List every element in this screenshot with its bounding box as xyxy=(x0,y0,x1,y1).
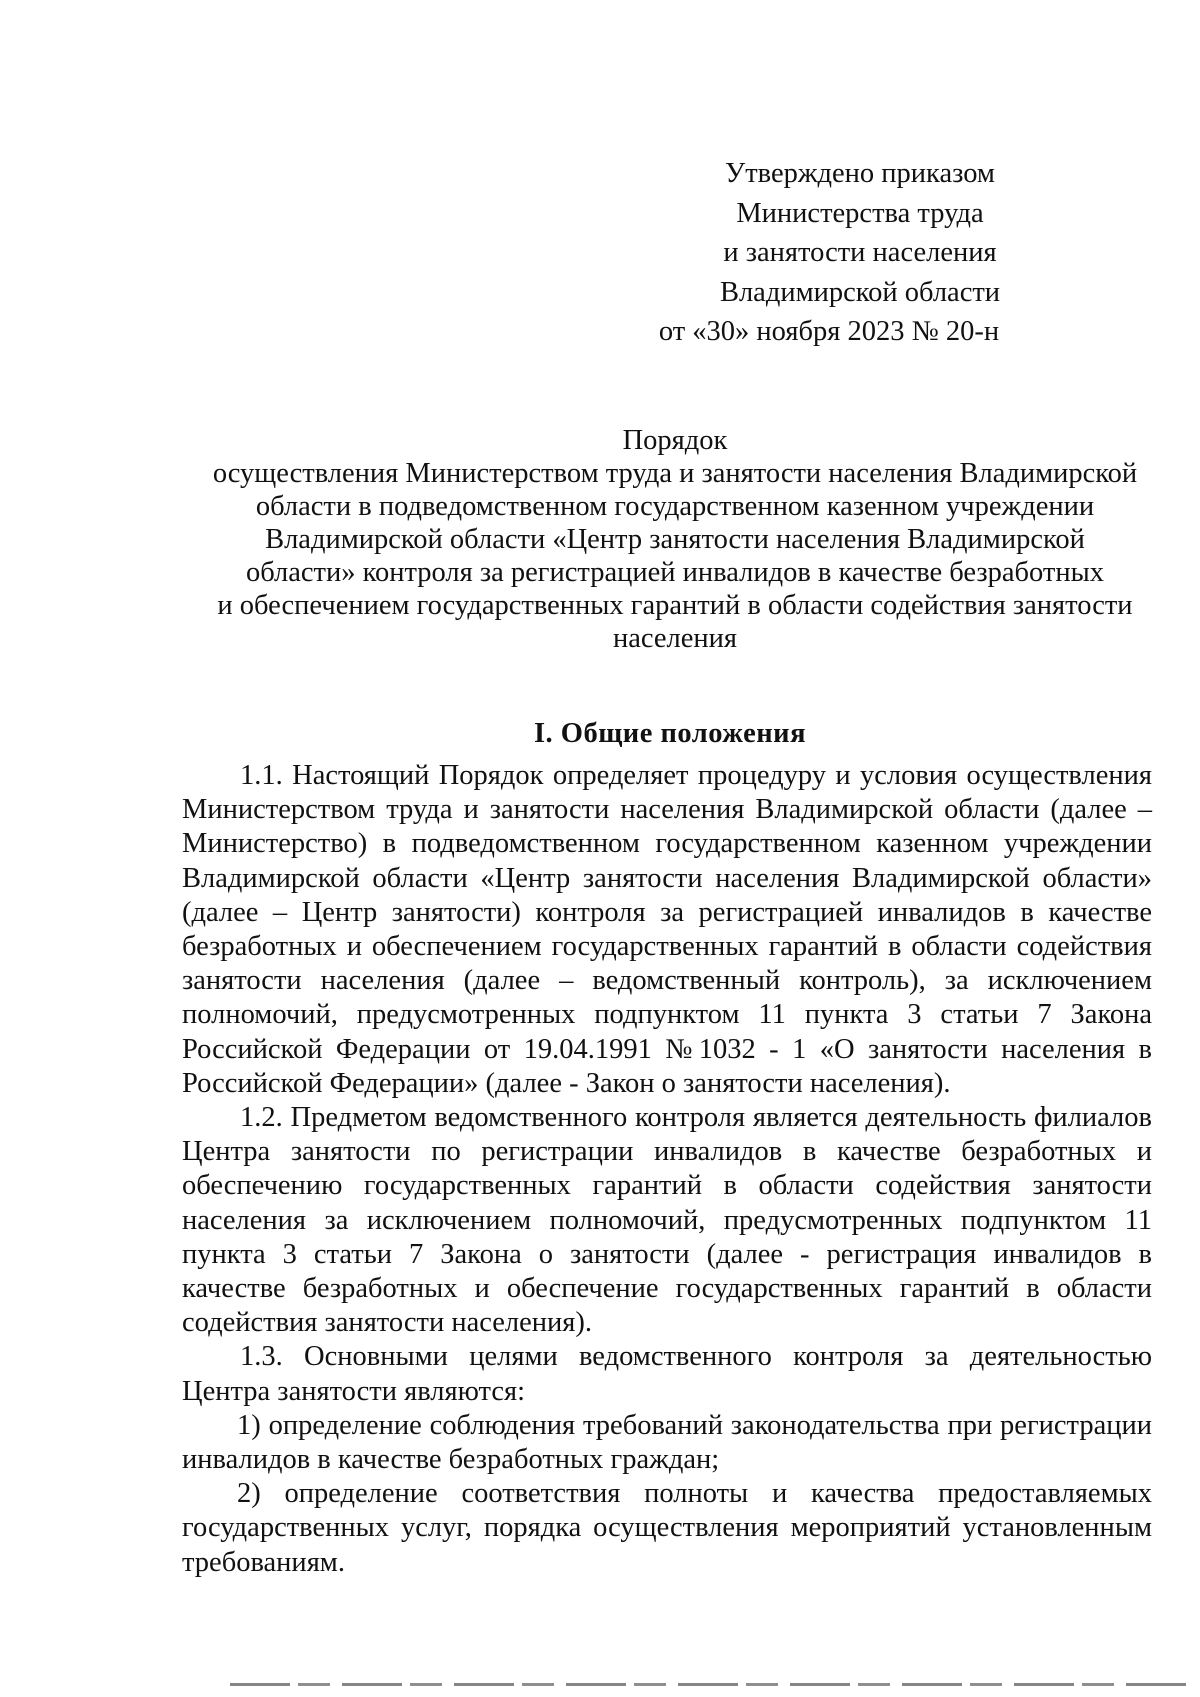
title-line: осуществления Министерством труда и занятости населения Владимирской xyxy=(212,458,1138,489)
title-line: области в подведомственном государственном казенном учреждении xyxy=(255,491,1095,522)
title-line: и обеспечением государственных гарантий в области содействия занятости xyxy=(217,590,1133,621)
title-line: Владимирской области «Центр занятости населения Владимирской xyxy=(265,524,1085,555)
approval-order-number: от «30» ноября 2023 № 20-н xyxy=(658,316,1000,347)
section-heading: I. Общие положения xyxy=(533,718,807,749)
list-item: 1) определение соблюдения требований законодательства при регистрации инвалидов в качестве безработных граждан; xyxy=(182,1409,1152,1476)
document-title xyxy=(175,424,1175,655)
title-heading: Порядок xyxy=(622,425,728,456)
title-line: области» контроля за регистрацией инвалидов в качестве безработных xyxy=(245,557,1105,588)
paragraph: 1.1. Настоящий Порядок определяет процедуру и условия осуществления Министерством труда и занятости населения Владимирской области (далее – Министерство) в подведомственном государственном казенном учреждении Владимирской области «Центр занятости населения Владимирской области» (далее – Центр занятости) контроля за регистрацией инвалидов в качестве безработных и обеспечением государственных гарантий в области содействия занятости населения (далее – ведомственный контроль), за исключением полномочий, предусмотренных подпунктом 11 пункта 3 статьи 7 Закона Российской Федерации от 19.04.1991 №1032 - 1 «О занятости населения в Российской Федерации» (далее - Закон о занятости населения). xyxy=(182,760,1152,1099)
title-line: населения xyxy=(612,623,738,654)
scan-artifact-line xyxy=(230,1683,1190,1686)
approval-line: и занятости населения xyxy=(723,237,997,268)
paragraph: 1.3. Основными целями ведомственного контроля за деятельностью Центра занятости являются: xyxy=(182,1341,1152,1407)
approval-line: Министерства труда xyxy=(736,197,984,229)
approval-line: Утверждено приказом xyxy=(725,158,995,189)
paragraph: 1.2. Предметом ведомственного контроля является деятельность филиалов Центра занятости по регистрации инвалидов в качестве безработных и обеспечению государственных гарантий в области содействия занятости населения за исключением полномочий, предусмотренных подпунктом 11 пункта 3 статьи 7 Закона о занятости (далее - регистрация инвалидов в качестве безработных и обеспечение государственных гарантий в области содействия занятости населения). xyxy=(182,1102,1152,1339)
section-body xyxy=(182,759,1152,1580)
approval-line: Владимирской области xyxy=(719,276,1001,308)
list-item: 2) определение соответствия полноты и качества предоставляемых государственных услуг, порядка осуществления мероприятий установленным требованиям. xyxy=(182,1478,1152,1578)
approval-stamp-block xyxy=(640,154,1080,352)
